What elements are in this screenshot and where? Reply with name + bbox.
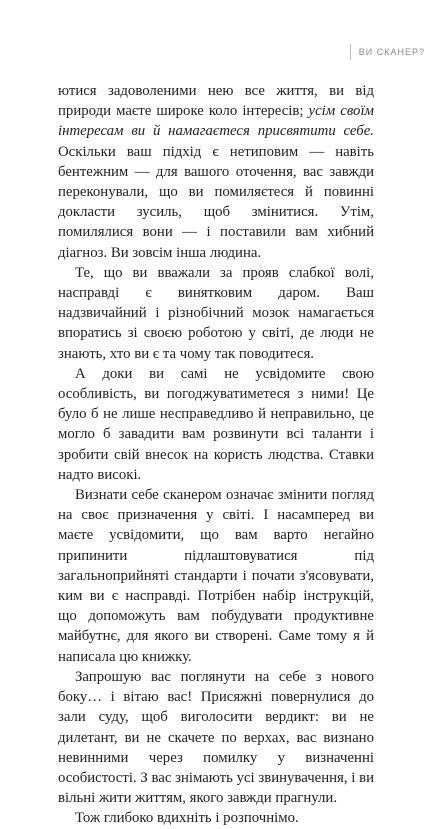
- paragraph-5: Запрошую вас поглянути на себе з нового боку… і вітаю вас! Присяжні повернулися до зали суду, щоб виголосити вердикт: ви не дилетант, ви не скачете по верхах, вас визнано невинними через помилку у визначенні особистості. З вас знімають усі звинувачення, і ви вільні жити життям, якого завжди прагнули.: [58, 668, 374, 807]
- paragraph-6: Тож глибоко вдихніть і розпочнімо.: [75, 810, 299, 827]
- paragraph-1: [58, 81, 374, 263]
- paragraph-1-text-end: Оскільки ваш підхід є нетиповим — навіть бентежним — для вашого оточення, вас завжди переконували, що ви помиляєтеся й повинні докласти зусиль, щоб змінитися. Утім, помилялися вони — і поставили вам хибний діагноз. Ви зовсім інша людина.: [58, 143, 374, 261]
- running-header: [350, 44, 431, 60]
- paragraph-4: Визнати себе сканером означає змінити погляд на своє призначення у світі. І насамперед ви маєте усвідомити, що вам варто негайно припинити підлаштовуватися під загальноприйняті стандарти і почати з'ясовувати, ким ви є насправді. Потрібен набір інструкцій, що допоможуть вам побудувати продуктивне майбутнє, для якого ви створені. Саме тому я й написала цю книжку.: [58, 487, 374, 665]
- paragraph-1-text-start: ютися задоволеними нею все життя, ви від природи маєте широке коло інтересів;: [58, 83, 374, 120]
- running-header-title: ВИ СКАНЕР?: [350, 44, 431, 60]
- paragraph-2: Те, що ви вважали за прояв слабкої волі, насправді є винятковим даром. Ваш надзвичайний і різнобічний мозок намагається впоратись зі своєю роботою у світі, де люди не знають, хто ви є та чому так поводитеся.: [58, 264, 374, 362]
- paragraph-3: А доки ви самі не усвідомите свою особливість, ви погоджуватиметеся з ними! Це було б не лише несправедливо й неправильно, це могло б завадити вам розвинути всі таланти і зробити свій внесок на користь людства. Ставки надто високі.: [58, 365, 374, 483]
- page-body: [58, 81, 374, 829]
- paragraph-1-italic-phrase: усім своїм інтересам ви й намагаєтеся присвятити себе.: [58, 103, 375, 140]
